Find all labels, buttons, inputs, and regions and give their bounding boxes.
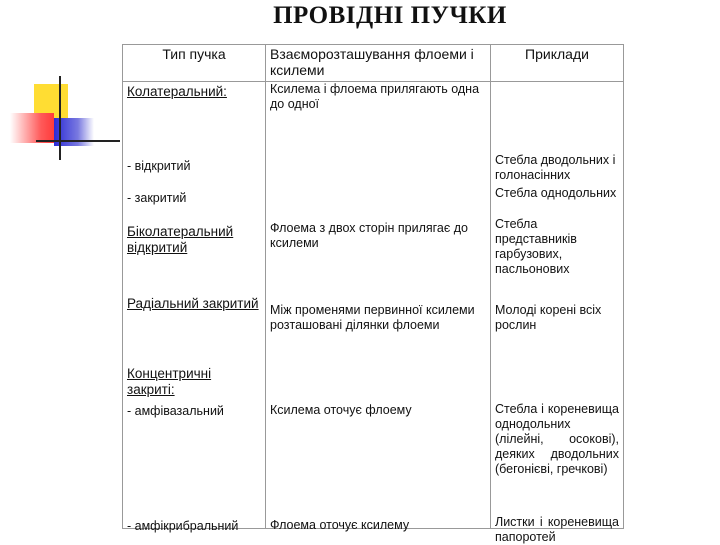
amphicribral-arrangement: Флоема оточує ксилему [270,518,410,532]
open-label: - відкритий [127,159,191,173]
amphicribral-label: - амфікрибральний [127,519,239,533]
slide-title: ПРОВІДНІ ПУЧКИ [273,2,507,29]
radial-arrangement: Між променями первинної ксилеми розташовані ділянки флоеми [270,303,475,332]
table-body-row [123,82,624,529]
header-arrangement: Взаєморозташування флоеми і ксилеми [266,45,491,82]
header-type: Тип пучка [123,45,266,82]
closed-example: Стебла однодольних [495,186,617,200]
concentric-label: Концентричні закриті: [127,366,212,397]
closed-label: - закритий [127,191,187,205]
arrangement-column [266,82,491,532]
table-header-row [123,45,624,82]
amphivasal-arrangement: Ксилема оточує флоему [270,403,412,417]
bicollateral-arrangement: Флоема з двох сторін прилягає до ксилеми [270,221,468,250]
collateral-label: Колатеральний: [127,84,227,99]
decor-horizontal-line [36,140,120,142]
amphivasal-example: Стебла і кореневища однодольних (лілейні, осокові), деяких дводольних (бегонієві, гречкові) [495,402,619,476]
open-example: Стебла дводольних і голонасінних [495,153,616,182]
radial-label: Радіальний закритий [127,296,259,311]
decor-red-gradient [10,113,54,143]
bicollateral-example: Стебла представників гарбузових, пасльонових [495,217,577,276]
radial-example: Молоді корені всіх рослин [495,303,602,332]
decor-vertical-line [59,76,61,160]
collateral-arrangement: Ксилема і флоема прилягають одна до одної [270,82,480,111]
type-column [123,82,266,533]
amphivasal-label: - амфівазальний [127,404,224,418]
examples-column [491,82,624,544]
bicollateral-label: Біколатеральний відкритий [127,224,234,255]
header-examples: Приклади [491,45,624,82]
amphicribral-example: Листки і кореневища папоротей [495,515,619,544]
bundles-table [122,44,624,544]
